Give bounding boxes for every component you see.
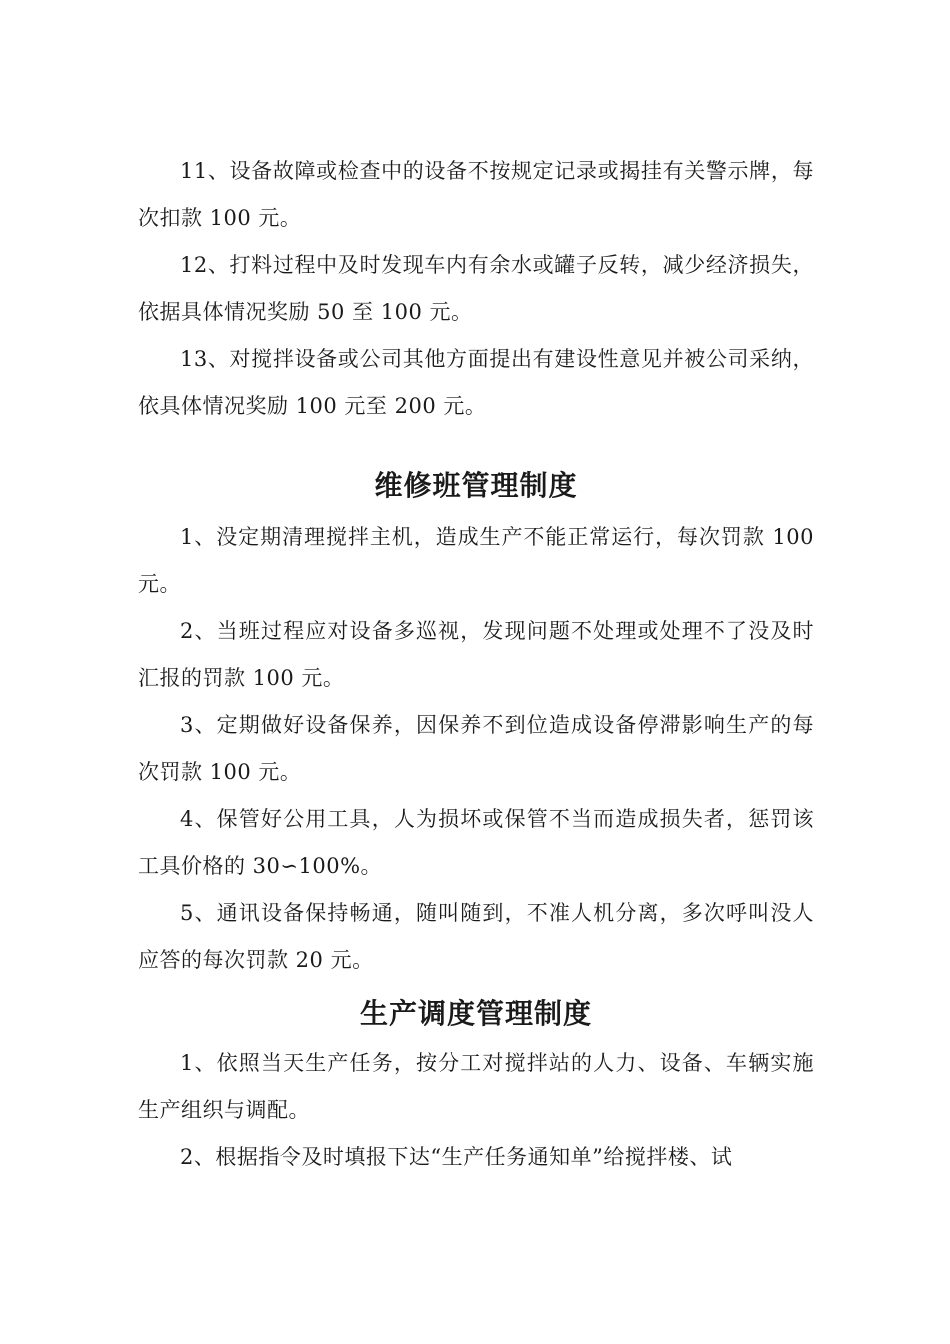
maintenance-item-1: 1、没定期清理搅拌主机，造成生产不能正常运行，每次罚款 100 元。 xyxy=(138,525,814,596)
section-title-dispatch: 生产调度管理制度 xyxy=(359,997,592,1030)
rule-item-13: 13、对搅拌设备或公司其他方面提出有建设性意见并被公司采纳，依具体情况奖励 100 元至 200 元。 xyxy=(138,347,814,418)
maintenance-item-5: 5、通讯设备保持畅通，随叫随到，不准人机分离，多次呼叫没人应答的每次罚款 20 元。 xyxy=(138,901,814,972)
dispatch-item-2: 2、根据指令及时填报下达“生产任务通知单”给搅拌楼、试 xyxy=(180,1145,733,1169)
maintenance-item-2: 2、当班过程应对设备多巡视，发现问题不处理或处理不了没及时汇报的罚款 100 元。 xyxy=(138,619,814,690)
rule-item-12: 12、打料过程中及时发现车内有余水或罐子反转，减少经济损失，依据具体情况奖励 50 至 100 元。 xyxy=(138,253,814,324)
document-body xyxy=(138,148,814,1181)
maintenance-item-3: 3、定期做好设备保养，因保养不到位造成设备停滞影响生产的每次罚款 100 元。 xyxy=(138,713,814,784)
section-title-maintenance: 维修班管理制度 xyxy=(374,469,578,502)
dispatch-item-1: 1、依照当天生产任务，按分工对搅拌站的人力、设备、车辆实施生产组织与调配。 xyxy=(138,1051,814,1122)
maintenance-item-4: 4、保管好公用工具，人为损坏或保管不当而造成损失者，惩罚该工具价格的 30∽100%。 xyxy=(138,807,814,878)
rule-item-11: 11、设备故障或检查中的设备不按规定记录或揭挂有关警示牌，每次扣款 100 元。 xyxy=(138,159,814,230)
